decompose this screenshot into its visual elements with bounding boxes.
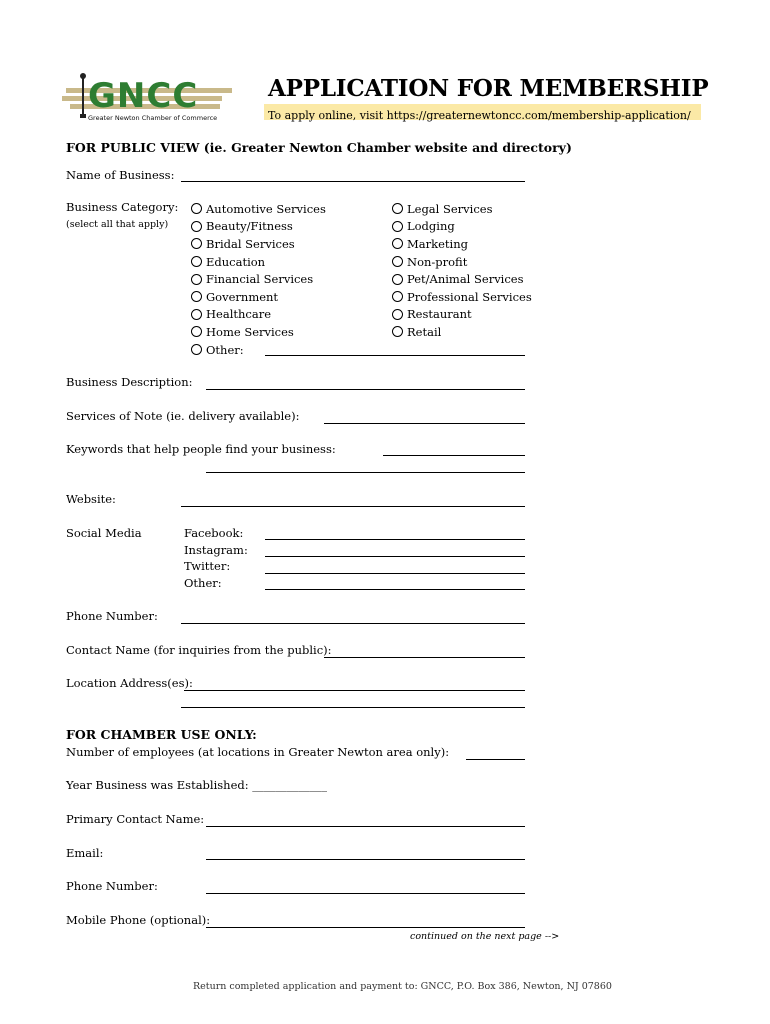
description-label: Business Description: bbox=[66, 375, 193, 389]
category-option[interactable]: Non-profit bbox=[392, 253, 532, 271]
category-option[interactable]: Financial Services bbox=[191, 270, 326, 288]
radio-circle-icon[interactable] bbox=[392, 221, 403, 232]
social-label: Social Media bbox=[66, 526, 142, 540]
category-option[interactable]: Professional Services bbox=[392, 288, 532, 306]
logo-tagline: Greater Newton Chamber of Commerce bbox=[88, 114, 218, 122]
twitter-field[interactable] bbox=[265, 573, 525, 574]
category-option[interactable]: Automotive Services bbox=[191, 200, 326, 218]
services-label: Services of Note (ie. delivery available): bbox=[66, 409, 300, 423]
category-option[interactable]: Home Services bbox=[191, 323, 326, 341]
instagram-label: Instagram: bbox=[184, 543, 248, 557]
category-list-right bbox=[392, 200, 532, 341]
chamber-phone-field[interactable] bbox=[206, 893, 525, 894]
category-other-field[interactable] bbox=[265, 355, 525, 356]
social-other-field[interactable] bbox=[265, 589, 525, 590]
category-label: Business Category: bbox=[66, 200, 179, 214]
category-option[interactable]: Legal Services bbox=[392, 200, 532, 218]
keywords-label: Keywords that help people find your business: bbox=[66, 442, 336, 456]
services-field[interactable] bbox=[324, 423, 525, 424]
employees-label: Number of employees (at locations in Greater Newton area only): bbox=[66, 745, 450, 759]
primary-contact-field[interactable] bbox=[206, 826, 525, 827]
facebook-label: Facebook: bbox=[184, 526, 244, 540]
radio-circle-icon[interactable] bbox=[392, 256, 403, 267]
radio-circle-icon[interactable] bbox=[191, 274, 202, 285]
radio-circle-icon[interactable] bbox=[191, 326, 202, 337]
subtitle-banner bbox=[264, 104, 701, 120]
category-option[interactable]: Beauty/Fitness bbox=[191, 218, 326, 236]
radio-circle-icon[interactable] bbox=[392, 291, 403, 302]
instagram-field[interactable] bbox=[265, 556, 525, 557]
location-field[interactable] bbox=[184, 690, 525, 691]
category-option[interactable]: Restaurant bbox=[392, 306, 532, 324]
radio-circle-icon[interactable] bbox=[191, 256, 202, 267]
radio-circle-icon[interactable] bbox=[191, 344, 202, 355]
business-name-field[interactable] bbox=[181, 181, 525, 182]
contact-label: Contact Name (for inquiries from the public): bbox=[66, 643, 332, 657]
location-label: Location Address(es): bbox=[66, 676, 193, 690]
category-hint: (select all that apply) bbox=[66, 219, 169, 230]
category-option-other[interactable]: Other: bbox=[191, 341, 326, 359]
website-label: Website: bbox=[66, 492, 116, 506]
website-field[interactable] bbox=[181, 506, 525, 507]
keywords-field[interactable] bbox=[383, 455, 525, 456]
footer-return-address: Return completed application and payment to: GNCC, P.O. Box 386, Newton, NJ 07860 bbox=[193, 981, 612, 992]
category-option[interactable]: Education bbox=[191, 253, 326, 271]
mobile-phone-label: Mobile Phone (optional): bbox=[66, 913, 211, 927]
keywords-field-2[interactable] bbox=[206, 472, 525, 473]
description-field[interactable] bbox=[206, 389, 525, 390]
radio-circle-icon[interactable] bbox=[191, 291, 202, 302]
twitter-label: Twitter: bbox=[184, 559, 231, 573]
public-phone-label: Phone Number: bbox=[66, 609, 158, 623]
year-established-label: Year Business was Established: _____________ bbox=[66, 778, 328, 792]
radio-circle-icon[interactable] bbox=[191, 309, 202, 320]
continued-note: continued on the next page --> bbox=[410, 931, 560, 942]
contact-field[interactable] bbox=[324, 657, 525, 658]
public-phone-field[interactable] bbox=[181, 623, 525, 624]
mobile-phone-field[interactable] bbox=[206, 927, 525, 928]
social-other-label: Other: bbox=[184, 576, 222, 590]
category-option[interactable]: Retail bbox=[392, 323, 532, 341]
category-option[interactable]: Government bbox=[191, 288, 326, 306]
radio-circle-icon[interactable] bbox=[191, 203, 202, 214]
radio-circle-icon[interactable] bbox=[191, 238, 202, 249]
radio-circle-icon[interactable] bbox=[392, 309, 403, 320]
online-link-text[interactable]: To apply online, visit https://greaternewtoncc.com/membership-application/ bbox=[268, 109, 691, 122]
category-option[interactable]: Marketing bbox=[392, 235, 532, 253]
radio-circle-icon[interactable] bbox=[392, 274, 403, 285]
employees-field[interactable] bbox=[466, 759, 525, 760]
chamber-phone-label: Phone Number: bbox=[66, 879, 158, 893]
category-option[interactable]: Lodging bbox=[392, 218, 532, 236]
location-field-2[interactable] bbox=[181, 707, 525, 708]
gncc-logo bbox=[62, 70, 234, 126]
chamber-use-heading: FOR CHAMBER USE ONLY: bbox=[66, 727, 257, 742]
category-option[interactable]: Bridal Services bbox=[191, 235, 326, 253]
radio-circle-icon[interactable] bbox=[392, 203, 403, 214]
page-title: APPLICATION FOR MEMBERSHIP bbox=[268, 75, 709, 102]
email-field[interactable] bbox=[206, 859, 525, 860]
email-label: Email: bbox=[66, 846, 104, 860]
radio-circle-icon[interactable] bbox=[191, 221, 202, 232]
business-name-label: Name of Business: bbox=[66, 168, 175, 182]
radio-circle-icon[interactable] bbox=[392, 238, 403, 249]
primary-contact-label: Primary Contact Name: bbox=[66, 812, 205, 826]
radio-circle-icon[interactable] bbox=[392, 326, 403, 337]
logo-wordmark: GNCC bbox=[88, 76, 199, 116]
category-option[interactable]: Healthcare bbox=[191, 306, 326, 324]
facebook-field[interactable] bbox=[265, 539, 525, 540]
public-view-heading: FOR PUBLIC VIEW (ie. Greater Newton Chamber website and directory) bbox=[66, 140, 572, 155]
category-option[interactable]: Pet/Animal Services bbox=[392, 270, 532, 288]
category-list-left bbox=[191, 200, 326, 358]
